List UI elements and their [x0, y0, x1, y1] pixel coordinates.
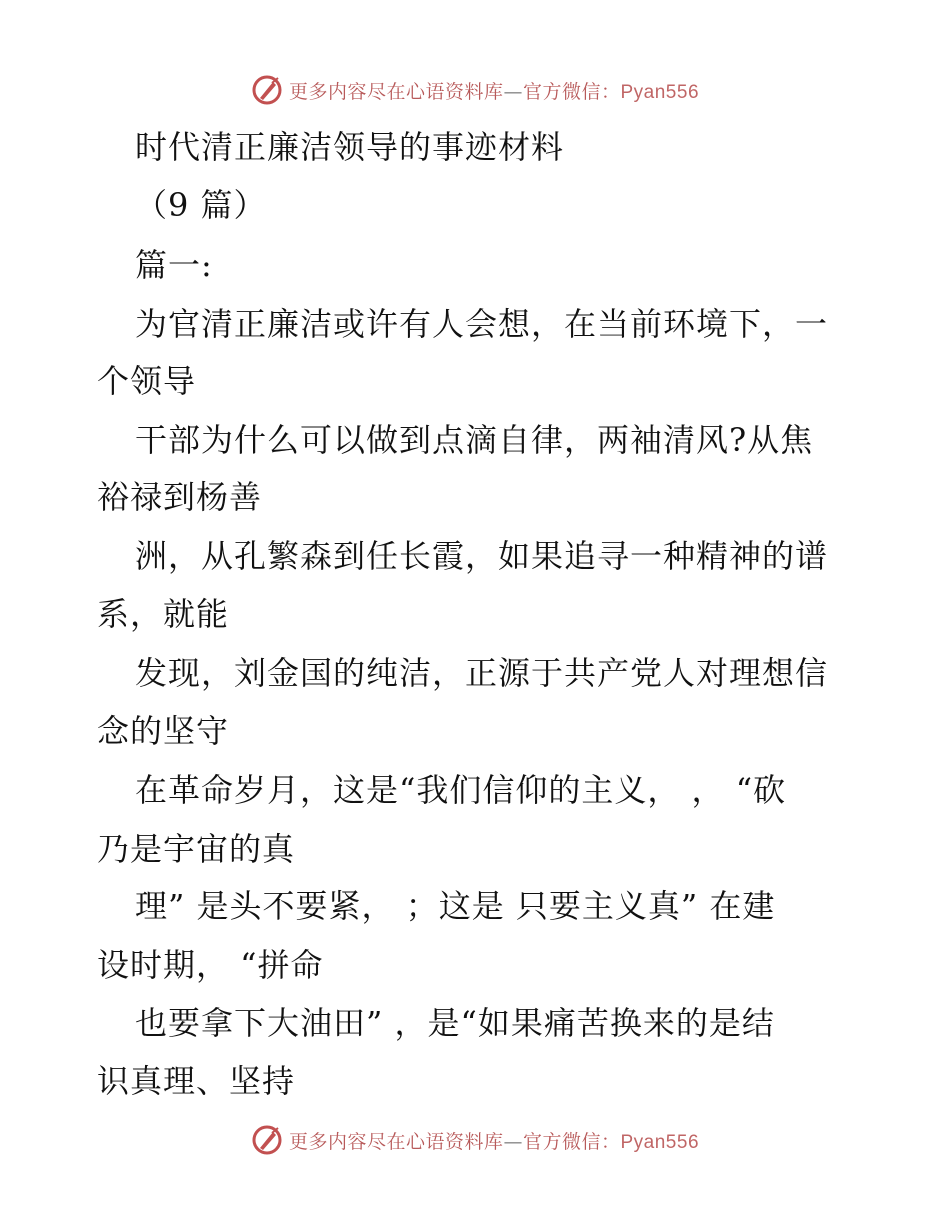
- paragraph-line: 裕禄到杨善: [97, 478, 263, 516]
- paragraph-line: 设时期， “拼命: [97, 946, 324, 984]
- paragraph-line: 洲，从孔繁森到任长霞，如果追寻一种精神的谱: [135, 537, 829, 575]
- footer-wechat-label: 官方微信：: [522, 1130, 621, 1153]
- header-banner-text: [289, 77, 699, 104]
- footer-wechat-id: Pyan556: [620, 1131, 700, 1153]
- quill-logo-icon: [251, 1124, 283, 1156]
- footer-banner-text: [289, 1127, 699, 1154]
- paragraph-line: 理” 是头不要紧， ；这是 只要主义真” 在建: [135, 887, 776, 925]
- paragraph-line: 个领导: [97, 362, 197, 400]
- header-dash: —: [503, 80, 523, 103]
- document-title: 时代清正廉洁领导的事迹材料: [135, 128, 565, 166]
- paragraph-line: 乃是宇宙的真: [97, 830, 296, 868]
- paragraph-line: 念的坚守: [97, 712, 230, 750]
- footer-brand: 更多内容尽在心语资料库: [288, 1130, 504, 1153]
- header-banner: [0, 70, 950, 110]
- footer-banner: [0, 1120, 950, 1160]
- quill-logo-icon: [251, 74, 283, 106]
- paragraph-line: 在革命岁月，这是“我们信仰的主义， ， “砍: [135, 771, 787, 809]
- document-subtitle: （9 篇）: [135, 186, 267, 224]
- header-wechat-id: Pyan556: [620, 81, 700, 103]
- section-heading: 篇一:: [135, 246, 213, 284]
- paragraph-line: 为官清正廉洁或许有人会想，在当前环境下，一: [135, 305, 829, 343]
- header-brand: 更多内容尽在心语资料库: [288, 80, 504, 103]
- paragraph-line: 系，就能: [97, 595, 230, 633]
- paragraph-line: 干部为什么可以做到点滴自律，两袖清风?从焦: [135, 421, 814, 459]
- paragraph-line: 也要拿下大油田” ，是“如果痛苦换来的是结: [135, 1004, 775, 1042]
- paragraph-line: 发现，刘金国的纯洁，正源于共产党人对理想信: [135, 654, 829, 692]
- footer-dash: —: [503, 1130, 523, 1153]
- header-wechat-label: 官方微信：: [522, 80, 621, 103]
- paragraph-line: 识真理、坚持: [97, 1062, 296, 1100]
